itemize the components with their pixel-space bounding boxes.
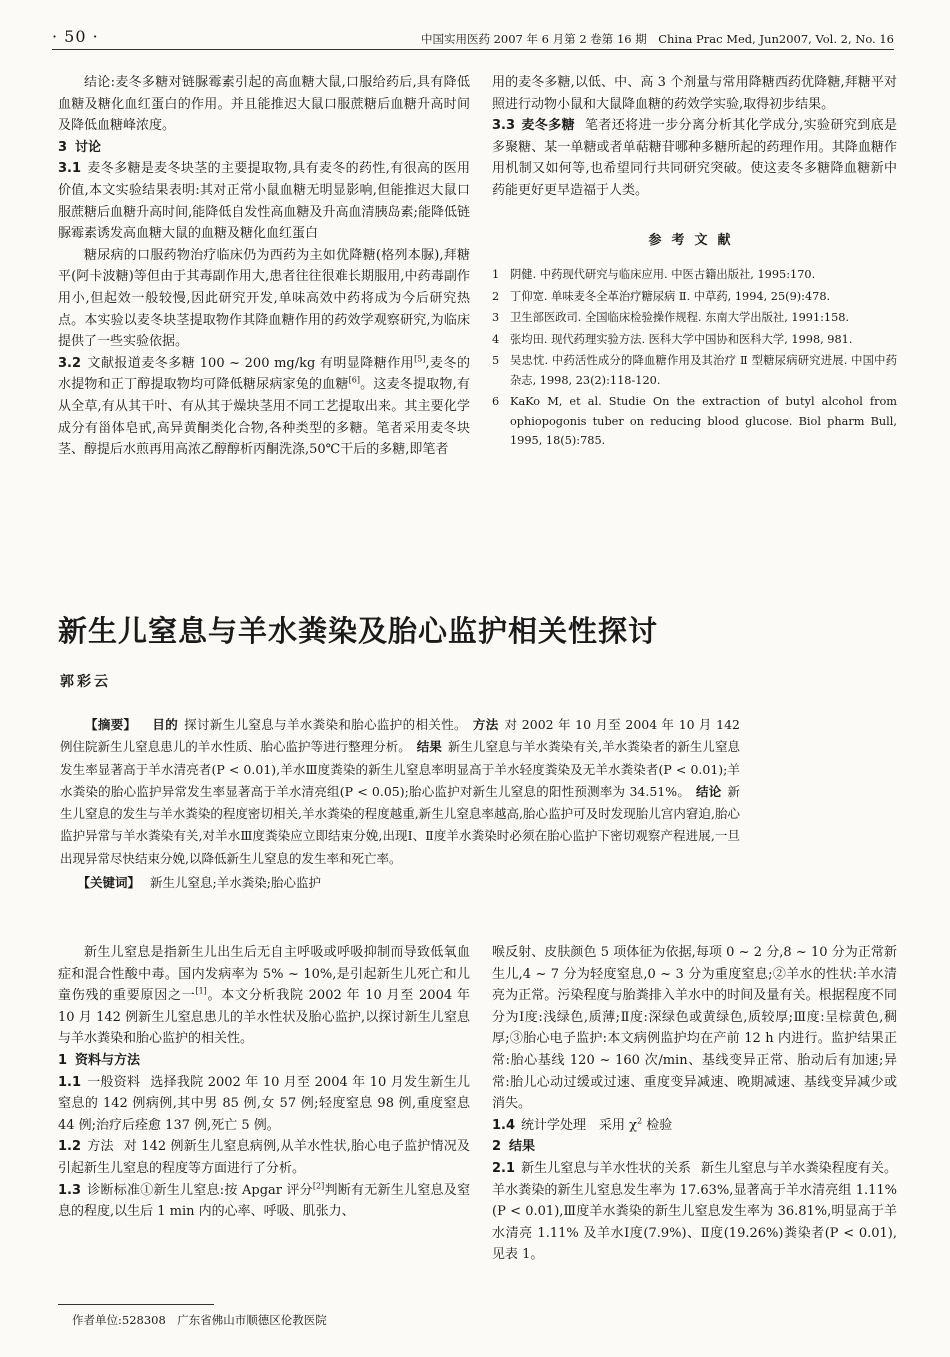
abstract	[60, 714, 740, 894]
prev-article-right-column	[492, 72, 897, 453]
prev-article-left-column	[58, 72, 470, 461]
section-heading-methods: 1 资料与方法	[58, 1052, 141, 1068]
reference-item	[492, 392, 897, 451]
section-2-1: 2.1 新生儿窒息与羊水性状的关系 新生儿窒息与羊水粪染程度有关。羊水粪染的新生儿窒息发生率为 17.63%,显著高于羊水清亮组 1.11%(P < 0.01),Ⅲ度羊水粪染的新生儿窒息发生率为 36.81%,明显高于羊水清亮 1.11% 及羊水Ⅰ度(7.9%)、Ⅱ度(19.26%)粪染者(P < 0.01),见表 1。	[492, 1160, 897, 1263]
article-title: 新生儿窒息与羊水粪染及胎心监护相关性探讨	[58, 614, 659, 648]
criteria-continued: 喉反射、皮肤颜色 5 项体征为依据,每项 0 ~ 2 分,8 ~ 10 分为正常新生儿,4 ~ 7 分为轻度窒息,0 ~ 3 分为重度窒息;②羊水的性状:羊水清亮为正常。污染程度与胎粪排入羊水中的时间及量有关。根据程度不同分为Ⅰ度:浅绿色,质薄;Ⅱ度:深绿色或黄绿色,质较厚;Ⅲ度:呈棕黄色,稠厚;③胎心电子监护:本文病例监护均在产前 12 h 内进行。监护结果正常:胎心基线 120 ~ 160 次/min、基线变异正常、胎动后有加速;异常:胎儿心动过缓或过速、重度变异减速、晚期减速、基线变异减少或消失。	[492, 945, 897, 1112]
page-number: · 50 ·	[52, 27, 99, 46]
keywords: 【关键词】 新生儿窒息;羊水粪染;胎心监护	[77, 875, 321, 891]
reference-number: 3	[492, 311, 500, 325]
section-3-2: 3.2 文献报道麦冬多糖 100 ~ 200 mg/kg 有明显降糖作用[5],麦冬的水提物和正丁醇提取物均可降低糖尿病家兔的血糖[6]。这麦冬提取物,有从全草,有从其干叶、有从其于燥块茎用不同工艺提取出来。其主要化学成分有甾体皂甙,高异黄酮类化合物,各种类型的多糖。笔者采用麦冬块茎、醇提后水煎再用高浓乙醇醇析丙酮洗涤,50℃干后的多糖,即笔者	[58, 354, 470, 458]
footnote-rule	[58, 1304, 214, 1305]
reference-list	[492, 265, 897, 451]
reference-text: KaKo M, et al. Studie On the extraction of butyl alcohol from ophiopogonis tuber on reducing blood glucose. Biol pharm Bull, 1995, 18(5):785.	[510, 395, 897, 448]
reference-item	[492, 287, 897, 307]
article-left-column	[58, 942, 470, 1223]
reference-text: 张均田. 现代药理实验方法. 医科大学中国协和医科大学, 1998, 981.	[510, 332, 853, 346]
reference-text: 丁仰宽. 单味麦冬全革治疗糖尿病 Ⅱ. 中草药, 1994, 25(9):478.	[510, 289, 831, 303]
abstract-body: 【摘要】 目的 探讨新生儿窒息与羊水粪染和胎心监护的相关性。 方法 对 2002 年 10 月至 2004 年 10 月 142 例住院新生儿窒息患儿的羊水性质、胎心监护等进行整理分析。 结果 新生儿窒息与羊水粪染有关,羊水粪染者的新生儿窒息发生率显著高于羊水清亮者(P < 0.01),羊水Ⅲ度粪染的新生儿窒息率明显高于羊水轻度粪染及无羊水粪染者(P < 0.01);羊水粪染的胎心监护异常发生率显著高于羊水清亮组(P < 0.05);胎心监护对新生儿窒息的阳性预测率为 34.51%。 结论 新生儿窒息的发生与羊水粪染的程度密切相关,羊水粪染的程度越重,新生儿窒息率越高,胎心监护可及时发现胎儿宫内窘迫,胎心监护异常与羊水粪染有关,对羊水Ⅲ度粪染应立即结束分娩,出现Ⅰ、Ⅱ度羊水粪染时必须在胎心监护下密切观察产程进展,一旦出现异常尽快结束分娩,以降低新生儿窒息的发生率和死亡率。	[60, 717, 740, 866]
reference-item	[492, 330, 897, 350]
article-right-column	[492, 942, 897, 1266]
section-heading-results: 2 结果	[492, 1139, 536, 1155]
author-affiliation: 作者单位:528308 广东省佛山市顺德区伦教医院	[72, 1313, 327, 1327]
section-1-1: 1.1 一般资料 选择我院 2002 年 10 月至 2004 年 10 月发生新生儿窒息的 142 例病例,其中男 85 例,女 57 例;轻度窒息 98 例,重度窒息 44 例;治疗后痊愈 137 例,死亡 5 例。	[58, 1074, 470, 1133]
section-1-2: 1.2 方法 对 142 例新生儿窒息病例,从羊水性状,胎心电子监护情况及引起新生儿窒息的程度等方面进行了分析。	[58, 1139, 470, 1176]
reference-number: 2	[492, 289, 500, 303]
section-1-4: 1.4 统计学处理 采用 $\chi^2$ 检验	[492, 1116, 673, 1133]
section-3-3: 3.3 麦冬多糖 笔者还将进一步分离分析其化学成分,实验研究到底是多聚糖、某一单糖或者单萜糖苷哪种多糖所起的药理作用。其降血糖作用机制又如何等,也希望同行共同研究突破。使这麦冬多糖降血糖新中药能更好更早造福于人类。	[492, 118, 897, 198]
citation-6: [6]	[348, 375, 360, 385]
citation-1: [1]	[195, 986, 207, 996]
conclusion-paragraph: 结论:麦冬多糖对链脲霉素引起的高血糖大鼠,口服给药后,具有降低血糖及糖化血红蛋白的作用。并且能推迟大鼠口服蔗糖后血糖升高时间及降低血糖峰浓度。	[58, 75, 470, 134]
reference-number: 4	[492, 332, 500, 346]
reference-text: 卫生部医政司. 全国临床检验操作规程. 东南大学出版社, 1991:158.	[510, 311, 850, 325]
section-heading-discussion: 3 讨论	[58, 139, 102, 155]
section-1-3: 1.3 诊断标准①新生儿窒息:按 Apgar 评分[2]判断有无新生儿窒息及窒息的程度,以生后 1 min 内的心率、呼吸、肌张力、	[58, 1181, 470, 1220]
intro-paragraph: 新生儿窒息是指新生儿出生后无自主呼吸或呼吸抑制而导致低氧血症和混合性酸中毒。国内发病率为 5% ~ 10%,是引起新生儿死亡和儿童伤残的重要原因之一[1]。本文分析我院 2002 年 10 月至 2004 年 10 月 142 例新生儿窒息患儿的羊水性状及胎心监护,以探讨新生儿窒息与羊水粪染和胎心监护的相关性。	[58, 945, 470, 1047]
journal-header: 中国实用医药 2007 年 6 月第 2 卷第 16 期 China Prac Med, Jun2007, Vol. 2, No. 16	[420, 32, 894, 46]
continued-paragraph: 用的麦冬多糖,以低、中、高 3 个剂量与常用降糖西药优降糖,拜糖平对照进行动物小鼠和大鼠降血糖的药效学实验,取得初步结果。	[492, 75, 897, 112]
citation-2: [2]	[312, 1181, 325, 1191]
reference-text: 吴忠忱. 中药活性成分的降血糖作用及其治疗 Ⅱ 型糖尿病研究进展. 中国中药杂志, 1998, 23(2):118-120.	[510, 354, 897, 387]
reference-text: 阴健. 中药现代研究与临床应用. 中医古籍出版社, 1995:170.	[510, 268, 816, 282]
reference-number: 5	[492, 354, 500, 368]
section-3-1: 3.1 麦冬多糖是麦冬块茎的主要提取物,具有麦冬的药性,有很高的医用价值,本文实验结果表明:其对正常小鼠血糖无明显影响,但能推迟大鼠口服蔗糖后血糖升高时间,能降低自发性高血糖及升高血清胰岛素;能降低链脲霉素诱发高血糖大鼠的血糖及糖化血红蛋白	[58, 161, 470, 242]
references-title: 参考文献	[648, 232, 741, 248]
reference-number: 1	[492, 268, 500, 282]
reference-item	[492, 351, 897, 390]
reference-item	[492, 308, 897, 328]
citation-5: [5]	[414, 354, 426, 364]
diabetes-paragraph: 糖尿病的口服药物治疗临床仍为西药为主如优降糖(格列本脲),拜糖平(阿卡波糖)等但由于其毒副作用大,患者往往很难长期服用,中药毒副作用小,但起效一般较慢,因此研究开发,单味高效中药将成为今后研究热点。本实验以麦冬块茎提取物作其降血糖作用的药效学观察研究,为临床提供了一些实验依据。	[58, 247, 470, 350]
article-author: 郭彩云	[60, 674, 111, 690]
reference-item	[492, 265, 897, 285]
reference-number: 6	[492, 395, 500, 409]
header-rule	[52, 49, 894, 50]
